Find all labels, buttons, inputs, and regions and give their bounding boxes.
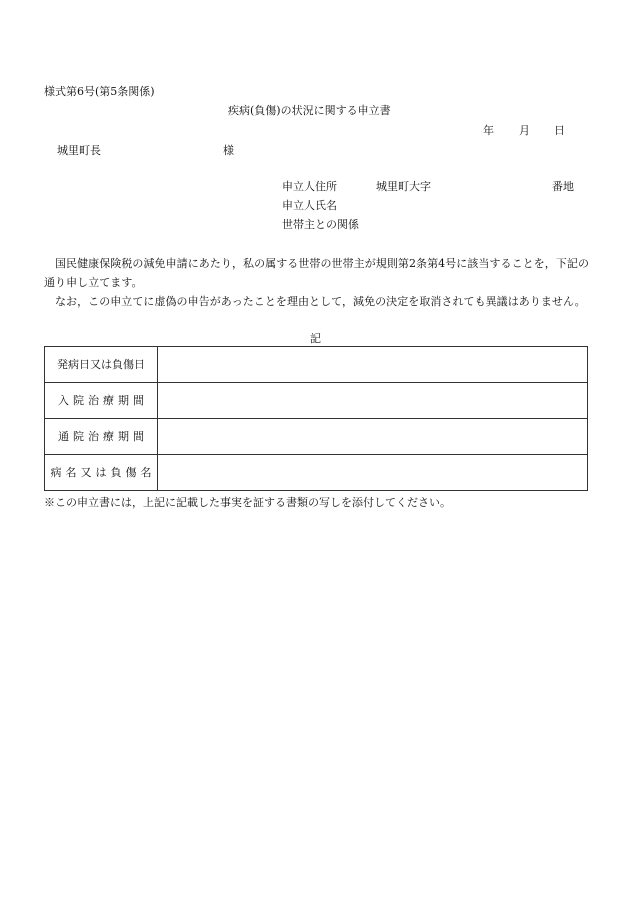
outpatient-period-label: 通院治療期間 xyxy=(45,419,158,455)
table-row xyxy=(45,383,588,419)
addressee-name: 城里町長 xyxy=(57,144,101,157)
applicant-relation-label: 世帯主との関係 xyxy=(282,218,359,231)
applicant-address-label: 申立人住所 xyxy=(282,180,337,193)
applicant-address-value: 城里町大字 xyxy=(376,180,431,193)
inpatient-period-label: 入院治療期間 xyxy=(45,383,158,419)
footnote: ※この申立書には，上記に記載した事実を証する書類の写しを添付してください。 xyxy=(44,496,451,509)
applicant-name-label: 申立人氏名 xyxy=(282,199,337,212)
illness-name-label: 病名又は負傷名 xyxy=(45,455,158,491)
body-paragraph-2: なお，この申立てに虚偽の申告があったことを理由として，減免の決定を取消されても異議はありません。 xyxy=(55,295,586,308)
date-day-label: 日 xyxy=(554,124,565,137)
ki-heading: 記 xyxy=(310,332,321,345)
form-number: 様式第6号(第5条関係) xyxy=(44,85,155,98)
table-row xyxy=(45,455,588,491)
table-row xyxy=(45,347,588,383)
details-table xyxy=(44,346,588,491)
illness-name-field[interactable] xyxy=(158,455,588,491)
applicant-address-suffix: 番地 xyxy=(552,180,574,193)
inpatient-period-field[interactable] xyxy=(158,383,588,419)
date-year-label: 年 xyxy=(483,124,494,137)
onset-date-field[interactable] xyxy=(158,347,588,383)
body-paragraph-1: 国民健康保険税の減免申請にあたり，私の属する世帯の世帯主が規則第2条第4号に該当することを，下記の通り申し立てます。 xyxy=(44,257,589,289)
document-title: 疾病(負傷)の状況に関する申立書 xyxy=(228,104,391,117)
addressee-honorific: 様 xyxy=(223,144,234,157)
table-row xyxy=(45,419,588,455)
onset-date-label: 発病日又は負傷日 xyxy=(45,347,158,383)
date-month-label: 月 xyxy=(519,124,530,137)
outpatient-period-field[interactable] xyxy=(158,419,588,455)
